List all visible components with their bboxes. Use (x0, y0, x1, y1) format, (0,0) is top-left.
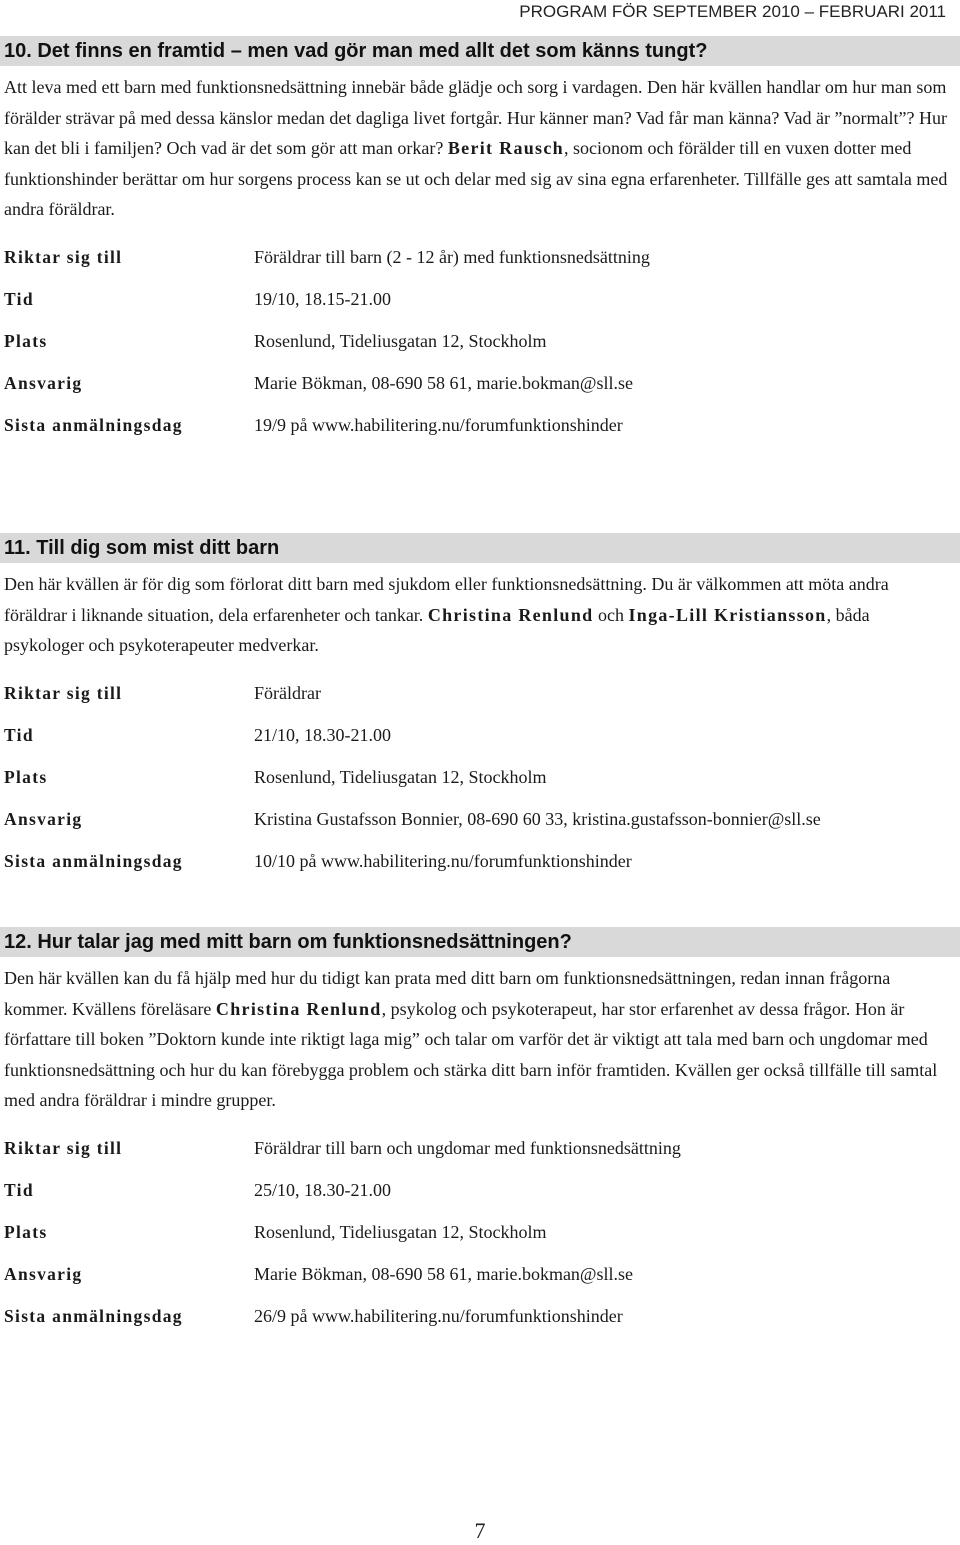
label-responsible: Ansvarig (4, 373, 83, 393)
value-place: Rosenlund, Tideliusgatan 12, Stockholm (254, 1222, 547, 1242)
value-deadline: 10/10 på www.habilitering.nu/forumfunktionshinder (254, 851, 632, 871)
label-deadline: Sista anmälningsdag (4, 1306, 183, 1326)
detail-row-target (0, 1128, 960, 1170)
detail-row-deadline (0, 405, 960, 447)
detail-row-place (0, 321, 960, 363)
label-target: Riktar sig till (4, 1138, 123, 1158)
speaker-name: Christina Renlund (215, 998, 382, 1019)
label-deadline: Sista anmälningsdag (4, 851, 183, 871)
value-deadline: 19/9 på www.habilitering.nu/forumfunktionshinder (254, 415, 623, 435)
detail-row-deadline (0, 841, 960, 883)
label-place: Plats (4, 331, 48, 351)
value-time: 25/10, 18.30-21.00 (254, 1180, 391, 1200)
description-text: , psykolog och psykoterapeut, har stor erfarenhet av dessa frågor. Hon är författare till boken ”Doktorn kunde inte riktigt laga mig” och talar om varför det är viktigt att tala med barn och ungdomar med funktionsnedsättning och hur du kan förebygga problem och stärka ditt barn inför framtiden. Kvällen ger också tillfälle till samtal med andra föräldrar i mindre grupper. (4, 998, 938, 1110)
speaker-name: Berit Rausch (447, 138, 564, 158)
program-item-12 (0, 927, 960, 1338)
event-details (0, 673, 960, 883)
program-item-10 (0, 36, 960, 447)
section-title: 10. Det finns en framtid – men vad gör man med allt det som känns tungt? (0, 36, 960, 66)
label-deadline: Sista anmälningsdag (4, 415, 183, 435)
value-responsible: Marie Bökman, 08-690 58 61, marie.bokman@sll.se (254, 1264, 634, 1284)
value-place: Rosenlund, Tideliusgatan 12, Stockholm (254, 331, 547, 351)
label-time: Tid (4, 725, 34, 745)
label-responsible: Ansvarig (4, 1264, 83, 1284)
label-responsible: Ansvarig (4, 809, 83, 829)
description-text: och (593, 604, 629, 625)
value-place: Rosenlund, Tideliusgatan 12, Stockholm (254, 767, 547, 787)
speaker-name: Christina Renlund (427, 604, 594, 625)
description-text: Den här kvällen kan du få hjälp med hur du tidigt kan prata med ditt barn om funktionsnedsättningen, redan innan frågorna kommer. Kvällens föreläsare (4, 968, 891, 1019)
event-details (0, 1128, 960, 1338)
description-text: , socionom och förälder till en vuxen dotter med funktionshinder berättar om hur sorgens process kan se ut och delar med sig av sina egna erfarenheter. Tillfälle ges att samtala med andra föräldrar. (4, 138, 948, 219)
section-description (0, 66, 960, 225)
section-title: 12. Hur talar jag med mitt barn om funktionsnedsättningen? (0, 927, 960, 957)
section-description (0, 957, 960, 1116)
label-target: Riktar sig till (4, 247, 123, 267)
detail-row-target (0, 673, 960, 715)
label-place: Plats (4, 1222, 48, 1242)
program-item-11 (0, 533, 960, 883)
page-header: PROGRAM FÖR SEPTEMBER 2010 – FEBRUARI 2011 (519, 2, 946, 21)
detail-row-time (0, 1170, 960, 1212)
value-responsible: Marie Bökman, 08-690 58 61, marie.bokman@sll.se (254, 373, 634, 393)
detail-row-deadline (0, 1296, 960, 1338)
section-title: 11. Till dig som mist ditt barn (0, 533, 960, 563)
page-number: 7 (474, 1518, 486, 1543)
value-responsible: Kristina Gustafsson Bonnier, 08-690 60 33, kristina.gustafsson-bonnier@sll.se (254, 809, 821, 829)
section-description (0, 563, 960, 661)
value-target: Föräldrar till barn och ungdomar med funktionsnedsättning (254, 1138, 681, 1158)
event-details (0, 237, 960, 447)
description-text: , båda psykologer och psykoterapeuter medverkar. (4, 604, 870, 655)
label-time: Tid (4, 1180, 34, 1200)
value-target: Föräldrar (254, 683, 321, 703)
detail-row-time (0, 715, 960, 757)
detail-row-responsible (0, 799, 960, 841)
value-time: 21/10, 18.30-21.00 (254, 725, 391, 745)
detail-row-responsible (0, 363, 960, 405)
value-target: Föräldrar till barn (2 - 12 år) med funktionsnedsättning (254, 247, 650, 267)
detail-row-target (0, 237, 960, 279)
value-time: 19/10, 18.15-21.00 (254, 289, 391, 309)
description-text: Den här kvällen är för dig som förlorat ditt barn med sjukdom eller funktionsnedsättning. Du är välkommen att möta andra föräldrar i liknande situation, dela erfarenheter och tankar. (4, 574, 889, 625)
label-place: Plats (4, 767, 48, 787)
detail-row-place (0, 757, 960, 799)
value-deadline: 26/9 på www.habilitering.nu/forumfunktionshinder (254, 1306, 623, 1326)
detail-row-place (0, 1212, 960, 1254)
detail-row-responsible (0, 1254, 960, 1296)
description-text: Att leva med ett barn med funktionsnedsättning innebär både glädje och sorg i vardagen. Den här kvällen handlar om hur man som förälder strävar på med dessa känslor medan det dagliga livet fortgår. Hur känner man? Vad får man känna? Vad är ”normalt”? Hur kan det bli i familjen? Och vad är det som gör att man orkar? (4, 77, 947, 158)
speaker-name: Inga-Lill Kristiansson (628, 604, 827, 625)
label-target: Riktar sig till (4, 683, 123, 703)
detail-row-time (0, 279, 960, 321)
label-time: Tid (4, 289, 34, 309)
